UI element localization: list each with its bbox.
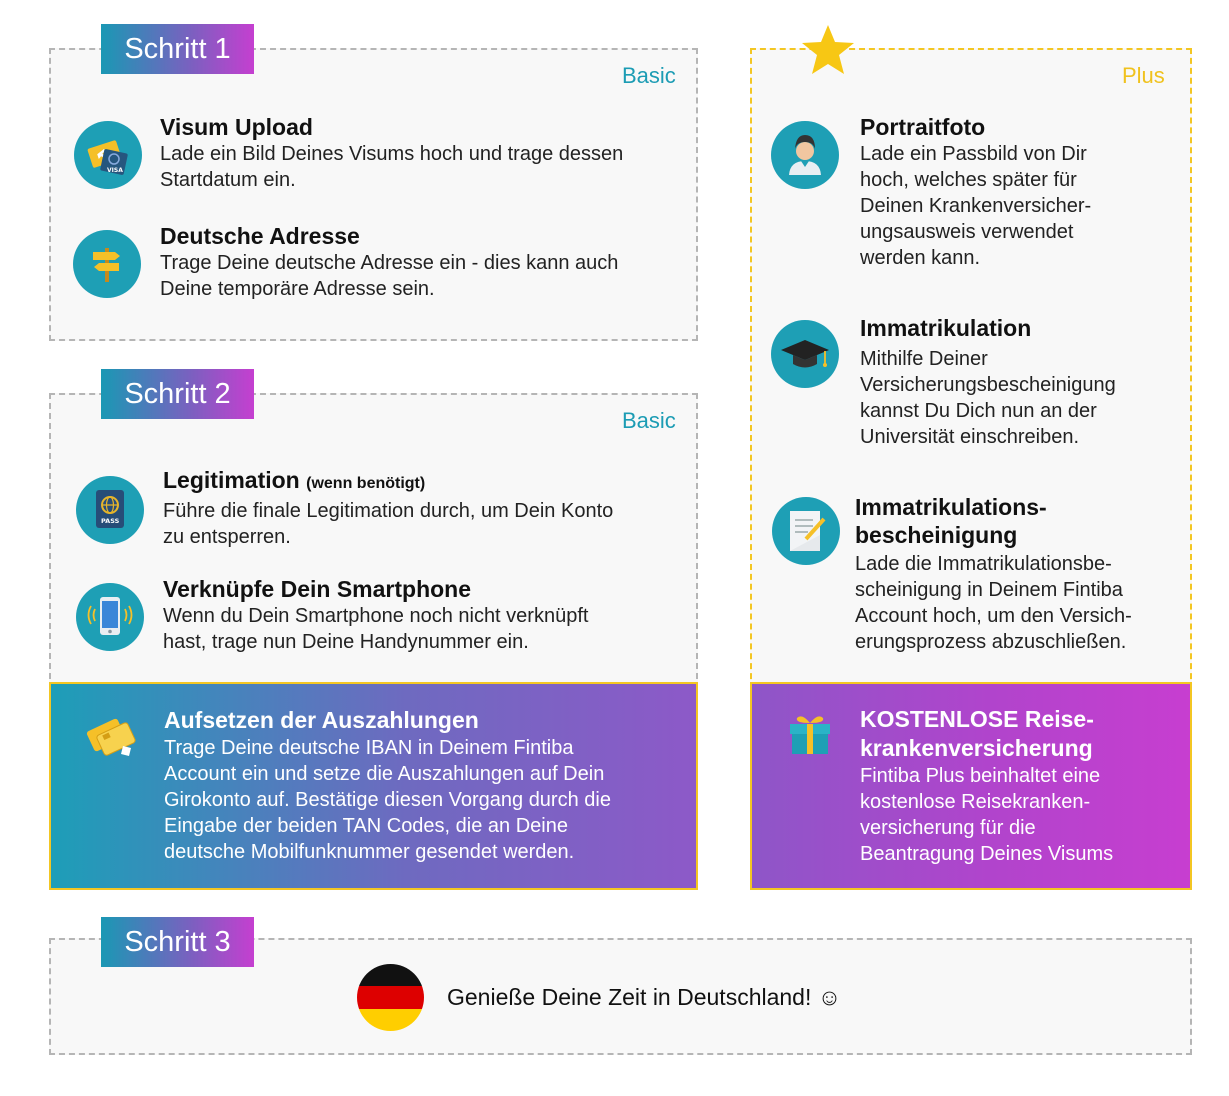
item-title: Immatrikulations- bescheinigung bbox=[855, 494, 1047, 548]
item-desc: Lade ein Passbild von Dir hoch, welches später für Deinen Krankenversicher- ungsausweis verwendet werden kann. bbox=[860, 143, 1092, 269]
highlight-desc: Fintiba Plus beinhaltet eine kostenlose Reisekranken- versicherung für die Beantragung Deines Visums bbox=[860, 765, 1114, 865]
step2-highlight-auszahlungen bbox=[49, 682, 698, 890]
german-flag-icon bbox=[357, 964, 424, 1031]
step1-item-visum bbox=[160, 113, 623, 193]
item-note: (wenn benötigt) bbox=[306, 475, 426, 492]
credit-cards-icon bbox=[83, 708, 143, 768]
item-title: Legitimation (wenn benötigt) bbox=[163, 467, 426, 493]
step1-item-adresse bbox=[160, 222, 618, 302]
smartphone-icon bbox=[76, 583, 144, 651]
svg-text:VISA: VISA bbox=[107, 167, 123, 174]
item-title: Deutsche Adresse bbox=[160, 223, 360, 249]
plus-tier-label: Plus bbox=[1122, 63, 1165, 88]
item-title: Immatrikulation bbox=[860, 315, 1032, 341]
item-title: Portraitfoto bbox=[860, 114, 986, 140]
item-desc: Führe die finale Legitimation durch, um Dein Konto zu entsperren. bbox=[163, 500, 614, 548]
svg-text:PASS: PASS bbox=[101, 517, 120, 525]
highlight-text bbox=[860, 705, 1113, 867]
signpost-icon bbox=[73, 230, 141, 298]
step2-tab: Schritt 2 bbox=[101, 369, 254, 419]
step1-tier-label: Basic bbox=[622, 63, 676, 88]
item-desc: Lade ein Bild Deines Visums hoch und trage dessen Startdatum ein. bbox=[160, 143, 624, 191]
step2-tier-label: Basic bbox=[622, 408, 676, 433]
step3-text: Genieße Deine Zeit in Deutschland! ☺ bbox=[447, 984, 842, 1010]
graduation-cap-icon bbox=[771, 320, 839, 388]
gift-icon bbox=[780, 706, 840, 766]
step1-tab: Schritt 1 bbox=[101, 24, 254, 74]
highlight-title: Aufsetzen der Auszahlungen bbox=[164, 707, 479, 733]
step2-item-legitimation bbox=[163, 466, 613, 550]
item-desc: Mithilfe Deiner Versicherungsbescheinigung kannst Du Dich nun an der Universität einschreiben. bbox=[860, 348, 1116, 448]
item-desc: Wenn du Dein Smartphone noch nicht verknüpft hast, trage nun Deine Handynummer ein. bbox=[163, 605, 589, 653]
star-icon bbox=[799, 23, 857, 77]
plus-highlight-reisekrankenversicherung bbox=[750, 682, 1192, 890]
plus-item-bescheinigung bbox=[855, 493, 1132, 655]
item-desc: Lade die Immatrikulationsbe- scheinigung in Deinem Fintiba Account hoch, um den Versich- erungsprozess abzuschließen. bbox=[855, 553, 1132, 653]
item-title: Visum Upload bbox=[160, 114, 313, 140]
portrait-icon bbox=[771, 121, 839, 189]
step2-item-smartphone bbox=[163, 575, 588, 655]
visa-tickets-icon bbox=[74, 121, 142, 189]
item-title: Verknüpfe Dein Smartphone bbox=[163, 576, 472, 602]
highlight-title: KOSTENLOSE Reise- krankenversicherung bbox=[860, 706, 1094, 761]
highlight-text bbox=[164, 706, 611, 865]
highlight-desc: Trage Deine deutsche IBAN in Deinem Fintiba Account ein und setze die Auszahlungen auf Dein Girokonto auf. Bestätige diesen Vorgang durch die Eingabe der beiden TAN Codes, die an Deine deutsche Mobilfunknummer gesendet werden. bbox=[164, 737, 611, 863]
step3-tab: Schritt 3 bbox=[101, 917, 254, 967]
item-desc: Trage Deine deutsche Adresse ein - dies kann auch Deine temporäre Adresse sein. bbox=[160, 252, 619, 300]
plus-item-immatrikulation bbox=[860, 314, 1116, 450]
document-pen-icon bbox=[772, 497, 840, 565]
passport-icon bbox=[76, 476, 144, 544]
plus-item-portraitfoto bbox=[860, 113, 1091, 271]
